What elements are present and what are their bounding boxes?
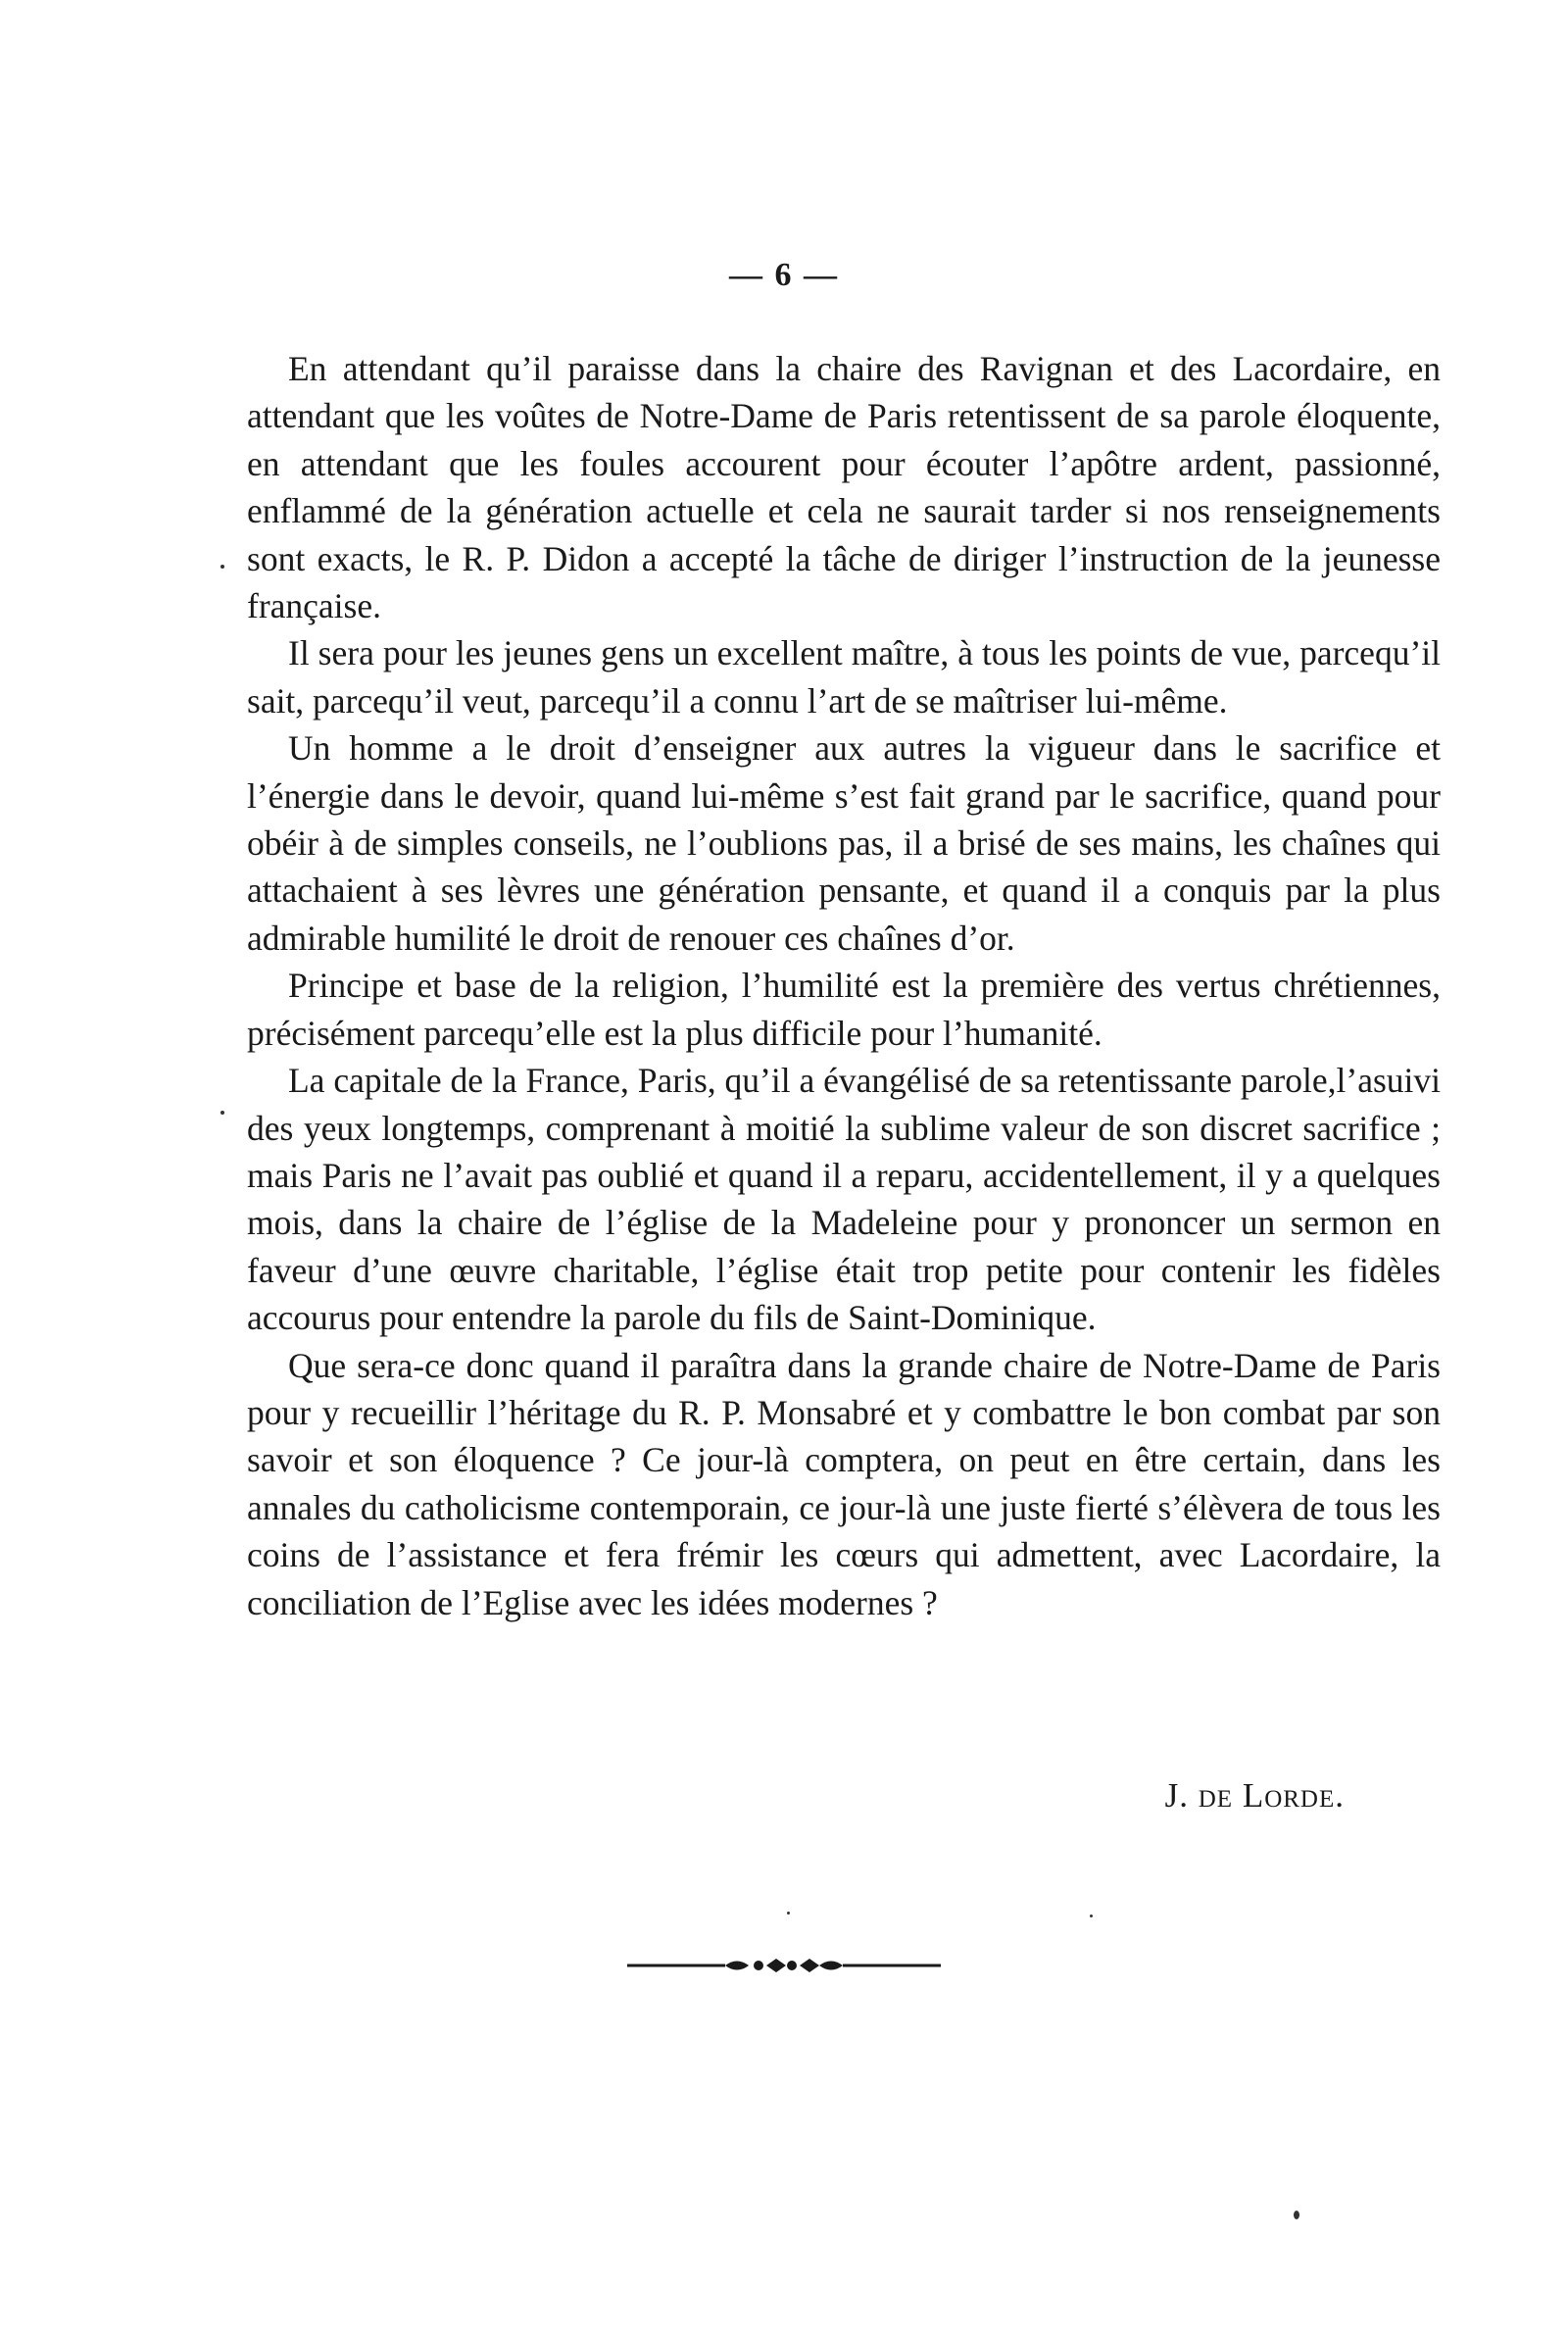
paragraph-2: Il sera pour les jeunes gens un excellent maître, à tous les points de vue, parcequ’il sait, parcequ’il veut, parcequ’il a connu l’art de se maîtriser lui-même. [247, 633, 1441, 721]
paragraph-5: La capitale de la France, Paris, qu’il a évangélisé de sa retentissante parole,l’asuivi des yeux longtemps, comprenant à moitié la sublime valeur de son discret sacrifice ; mais Paris ne l’avait pas oublié et quand il a reparu, accidentellement, il y a quelques mois, dans la chaire de l’église de la Madeleine pour y prononcer un sermon en faveur d’une œuvre charitable, l’église était trop petite pour contenir les fidèles accourus pour entendre la parole du fils de Saint-Dominique. [247, 1061, 1441, 1338]
print-speck [220, 565, 224, 569]
signature-surname: Lorde. [1242, 1776, 1345, 1815]
paragraph-6: Que sera-ce donc quand il paraîtra dans la grande chaire de Notre-Dame de Paris pour y recueillir l’héritage du R. P. Monsabré et y combattre le bon combat par son savoir et son éloquence ? Ce jour-là comptera, on peut en être certain, dans les annales du catholicisme contemporain, ce jour-là une juste fierté s’élèvera de tous les coins de l’assistance et fera frémir les cœurs qui admettent, avec Lacordaire, la conciliation de l’Eglise avec les idées modernes ? [247, 1345, 1441, 1622]
author-signature [1165, 1776, 1345, 1816]
tail-piece-ornament [0, 1951, 1568, 1985]
fleuron-icon [627, 1951, 941, 1980]
print-speck [220, 1111, 224, 1115]
print-speck [787, 1912, 790, 1915]
paragraph-4: Principe et base de la religion, l’humilité est la première des vertus chrétiennes, précisément parcequ’elle est la plus difficile pour l’humanité. [247, 966, 1441, 1053]
signature-particle: de [1198, 1776, 1234, 1815]
article-body [247, 345, 1441, 1626]
paragraph-3: Un homme a le droit d’enseigner aux autres la vigueur dans le sacrifice et l’énergie dans le devoir, quand lui-même s’est fait grand par le sacrifice, quand pour obéir à de simples conseils, ne l’oublions pas, il a brisé de ses mains, les chaînes qui attachaient à ses lèvres une génération pensante, et quand il a conquis par la plus admirable humilité le droit de renouer ces chaînes d’or. [247, 728, 1441, 958]
paragraph-1: En attendant qu’il paraisse dans la chaire des Ravignan et des Lacordaire, en attendant que les voûtes de Notre-Dame de Paris retentissent de sa parole éloquente, en attendant que les foules accourent pour écouter l’apôtre ardent, passionné, enflammé de la génération actuelle et cela ne saurait tarder si nos renseignements sont exacts, le R. P. Didon a accepté la tâche de diriger l’instruction de la jeunesse française. [247, 349, 1441, 626]
page-number: — 6 — [729, 257, 839, 293]
print-speck [1294, 2211, 1299, 2219]
print-speck [1090, 1915, 1093, 1917]
signature-initial: J. [1164, 1776, 1189, 1815]
